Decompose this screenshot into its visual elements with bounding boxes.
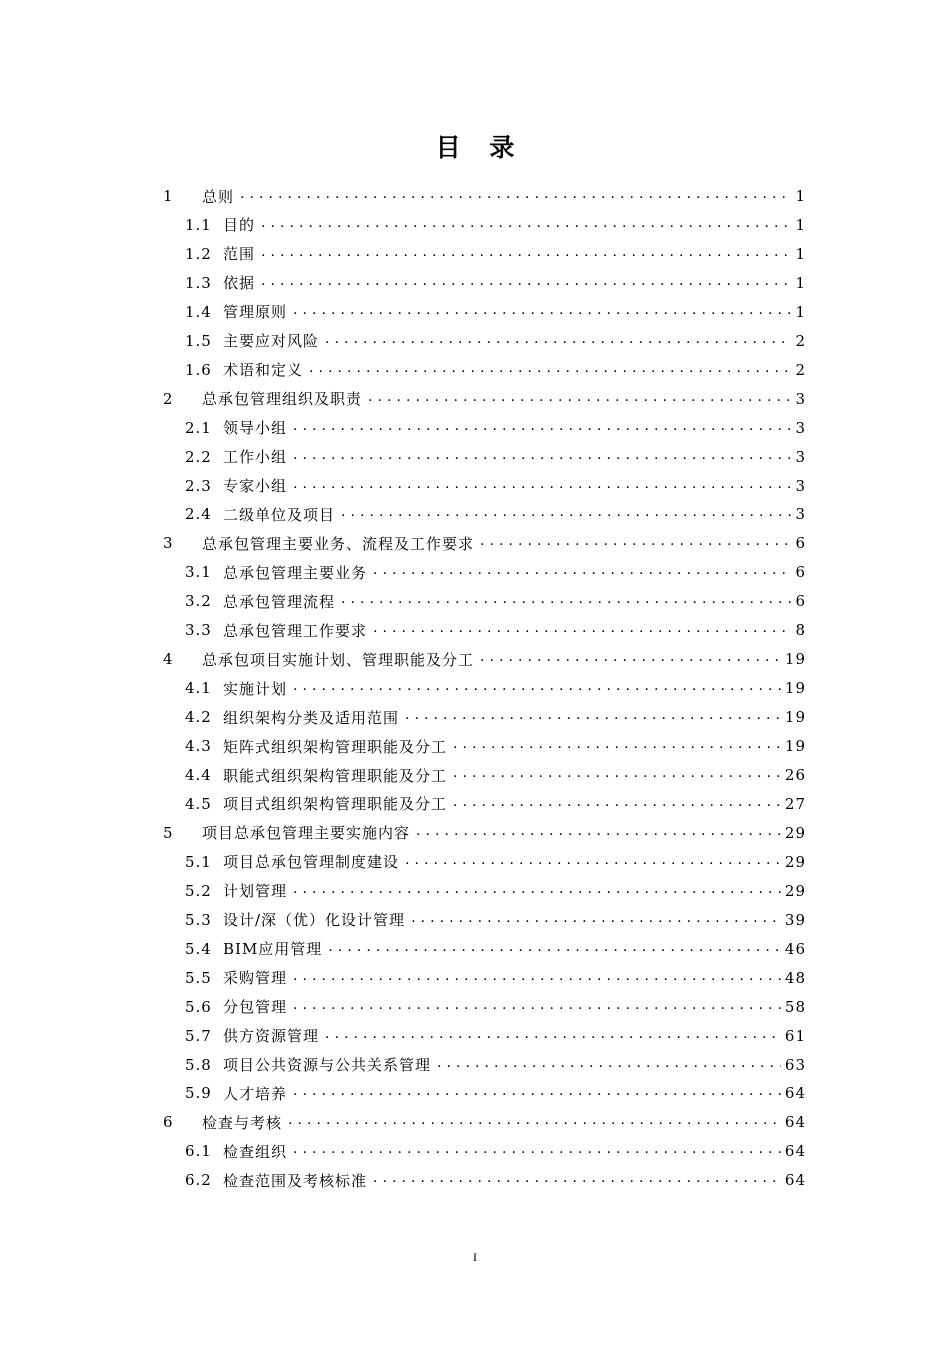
toc-entry-number: 6.2 [185,1171,212,1190]
toc-entry-title: 人才培养 [223,1084,288,1103]
toc-entry[interactable] [185,213,806,237]
toc-entry-number: 1 [163,187,174,205]
toc-entry-number: 1.5 [185,331,212,350]
toc-entry-title: 专家小组 [223,477,288,495]
toc-entry[interactable] [185,734,806,758]
toc-dot-leader [373,1168,781,1192]
toc-entry-page: 61 [784,1026,806,1045]
toc-entry-number: 5.7 [185,1026,212,1045]
toc-entry-page: 1 [795,244,806,263]
toc-dot-leader [261,213,791,237]
toc-dot-leader [405,705,781,729]
toc-dot-leader [309,358,791,382]
toc-entry-title: 依据 [223,274,256,293]
toc-entry-title: 检查范围及考核标准 [223,1171,368,1190]
toc-dot-leader [293,676,781,700]
toc-entry-page: 1 [795,273,806,292]
toc-entry-number: 5.1 [185,852,212,871]
toc-entry-number: 4.1 [185,679,212,698]
toc-entry-title: 检查与考核 [202,1113,283,1132]
toc-entry-title: 设计/深（优）化设计管理 [223,911,406,930]
toc-entry-page: 26 [784,766,806,784]
toc-entry[interactable] [185,937,806,961]
toc-entry-title: 组织架构分类及适用范围 [223,708,400,727]
toc-entry-number: 3 [163,534,174,553]
toc-entry[interactable] [185,618,806,642]
toc-dot-leader [437,1053,781,1077]
toc-entry[interactable] [163,821,806,845]
toc-entry[interactable] [185,879,806,903]
toc-entry-page: 63 [784,1055,806,1074]
toc-entry-number: 1.4 [185,302,212,321]
toc-entry-page: 6 [795,592,806,611]
toc-entry-page: 8 [795,621,806,640]
toc-entry-page: 29 [784,852,806,871]
toc-dot-leader [416,821,781,845]
toc-entry-number: 3.2 [185,592,212,611]
toc-entry-title: 总承包管理主要业务、流程及工作要求 [202,534,475,553]
toc-entry-page: 3 [795,505,806,524]
toc-entry-page: 1 [795,215,806,234]
toc-entry[interactable] [185,1168,806,1192]
toc-entry-number: 1.6 [185,360,212,379]
toc-entry-page: 3 [795,389,806,408]
toc-entry-page: 64 [784,1142,806,1161]
toc-entry-page: 6 [795,563,806,582]
toc-entry-title: 总则 [202,187,235,206]
toc-entry[interactable] [185,445,806,469]
toc-entry-page: 58 [784,997,806,1016]
toc-entry-title: BIM应用管理 [223,940,323,959]
toc-dot-leader [373,618,791,642]
toc-entry[interactable] [185,242,806,266]
toc-entry-number: 4.3 [185,737,212,756]
toc-dot-leader [293,995,781,1019]
toc-entry-number: 6.1 [185,1142,212,1161]
toc-entry-page: 3 [795,447,806,466]
toc-dot-leader [293,1081,781,1105]
toc-entry-number: 1.3 [185,273,212,292]
toc-entry-page: 64 [784,1113,806,1132]
toc-dot-leader [328,937,781,961]
toc-entry-page: 46 [784,939,806,958]
toc-entry-page: 48 [784,968,806,987]
toc-entry[interactable] [185,850,806,874]
toc-entry-title: 总承包项目实施计划、管理职能及分工 [202,650,475,669]
toc-entry-number: 5.5 [185,968,212,987]
toc-entry-number: 4.5 [185,794,212,813]
toc-dot-leader [368,387,791,411]
toc-dot-leader [453,792,781,816]
toc-dot-leader [480,647,781,671]
toc-dot-leader [405,850,781,874]
toc-dot-leader [293,474,791,498]
page-number: I [473,1250,477,1264]
page-title: 目 录 [435,133,525,162]
toc-dot-leader [325,329,791,353]
toc-entry[interactable] [185,502,806,526]
toc-dot-leader [293,966,781,990]
toc-entry[interactable] [185,1081,806,1105]
toc-dot-leader [261,271,791,295]
toc-entry-number: 4.2 [185,708,212,727]
toc-entry-number: 4 [163,650,174,669]
toc-entry[interactable] [185,300,806,324]
toc-entry-page: 2 [795,331,806,350]
toc-entry-title: 目的 [223,216,256,235]
toc-entry-page: 1 [795,187,806,205]
toc-entry-number: 3.1 [185,563,212,582]
toc-entry[interactable] [185,1024,806,1048]
toc-entry-title: 管理原则 [223,303,288,322]
toc-entry-number: 5.2 [185,881,212,900]
toc-entry-page: 6 [795,534,806,553]
toc-dot-leader [293,879,781,903]
toc-entry[interactable] [185,589,806,613]
toc-entry[interactable] [185,763,806,787]
toc-entry-page: 27 [784,794,806,813]
toc-entry[interactable] [185,966,806,990]
toc-entry[interactable] [185,676,806,700]
toc-entry-page: 19 [784,650,806,669]
toc-dot-leader [293,445,791,469]
toc-entry[interactable] [185,995,806,1019]
toc-entry-number: 5.9 [185,1084,212,1103]
toc-entry-number: 4.4 [185,766,212,784]
toc-entry-title: 实施计划 [223,679,288,698]
toc-entry-page: 19 [784,679,806,698]
toc-entry-title: 总承包管理流程 [223,592,336,611]
toc-entry-title: 分包管理 [223,998,288,1017]
toc-entry-page: 3 [795,476,806,495]
toc-entry-page: 19 [784,737,806,756]
toc-entry-number: 5.8 [185,1055,212,1074]
toc-entry-title: 职能式组织架构管理职能及分工 [223,766,448,785]
toc-entry-page: 1 [795,302,806,321]
toc-entry[interactable] [185,358,806,382]
toc-entry-title: 范围 [223,245,256,264]
toc-entry-number: 1.2 [185,244,212,263]
toc-entry-number: 2.1 [185,418,212,437]
toc-dot-leader [293,416,791,440]
toc-entry-title: 总承包管理主要业务 [223,563,368,582]
toc-entry-number: 2.4 [185,505,212,524]
toc-entry-number: 2.3 [185,476,212,495]
toc-entry[interactable] [185,474,806,498]
toc-entry[interactable] [185,329,806,353]
toc-dot-leader [453,734,781,758]
toc-entry-number: 1.1 [185,215,212,234]
toc-entry[interactable] [185,560,806,584]
toc-entry[interactable] [185,271,806,295]
toc-entry[interactable] [163,387,806,411]
toc-entry-title: 供方资源管理 [223,1027,320,1046]
toc-entry-title: 领导小组 [223,419,288,438]
toc-entry[interactable] [163,647,806,671]
toc-dot-leader [325,1024,781,1048]
toc-entry[interactable] [163,531,806,555]
toc-entry-title: 项目总承包管理制度建设 [223,853,400,872]
toc-entry-page: 64 [784,1084,806,1103]
toc-dot-leader [261,242,791,266]
toc-entry-number: 5.4 [185,939,212,958]
toc-entry-page: 19 [784,708,806,727]
toc-entry-title: 术语和定义 [223,361,304,380]
toc-entry[interactable] [163,1110,806,1134]
toc-dot-leader [411,908,781,932]
toc-dot-leader [293,300,791,324]
toc-dot-leader [293,1139,781,1163]
toc-entry[interactable] [185,705,806,729]
toc-entry-title: 检查组织 [223,1142,288,1161]
toc-entry-number: 6 [163,1113,174,1132]
toc-entry-page: 64 [784,1171,806,1190]
toc-entry-title: 项目式组织架构管理职能及分工 [223,795,448,814]
toc-entry-number: 5.6 [185,997,212,1016]
toc-entry[interactable] [163,184,806,208]
toc-entry-number: 2 [163,389,174,408]
toc-entry-page: 3 [795,418,806,437]
toc-dot-leader [480,531,791,555]
toc-entry[interactable] [185,908,806,932]
toc-entry[interactable] [185,416,806,440]
toc-entry-page: 29 [784,823,806,842]
toc-entry-title: 计划管理 [223,882,288,901]
toc-entry-page: 39 [784,910,806,929]
toc-dot-leader [341,502,791,526]
toc-dot-leader [240,184,791,208]
toc-dot-leader [453,763,781,787]
toc-entry-title: 主要应对风险 [223,332,320,351]
toc-entry-title: 项目总承包管理主要实施内容 [202,824,411,843]
toc-entry-title: 总承包管理工作要求 [223,621,368,640]
toc-entry-title: 矩阵式组织架构管理职能及分工 [223,737,448,756]
toc-entry[interactable] [185,792,806,816]
toc-entry-page: 29 [784,881,806,900]
toc-dot-leader [288,1110,781,1134]
toc-entry-page: 2 [795,360,806,379]
toc-entry-title: 工作小组 [223,448,288,467]
toc-entry-number: 2.2 [185,447,212,466]
toc-entry-title: 总承包管理组织及职责 [202,390,363,409]
toc-entry-number: 5.3 [185,910,212,929]
toc-entry-title: 项目公共资源与公共关系管理 [223,1056,432,1074]
toc-entry[interactable] [185,1053,806,1077]
toc-entry-number: 3.3 [185,621,212,640]
toc-entry-title: 采购管理 [223,969,288,988]
toc-dot-leader [341,589,791,613]
toc-entry[interactable] [185,1139,806,1163]
toc-entry-title: 二级单位及项目 [223,505,336,524]
toc-entry-number: 5 [163,823,174,842]
toc-dot-leader [373,560,791,584]
